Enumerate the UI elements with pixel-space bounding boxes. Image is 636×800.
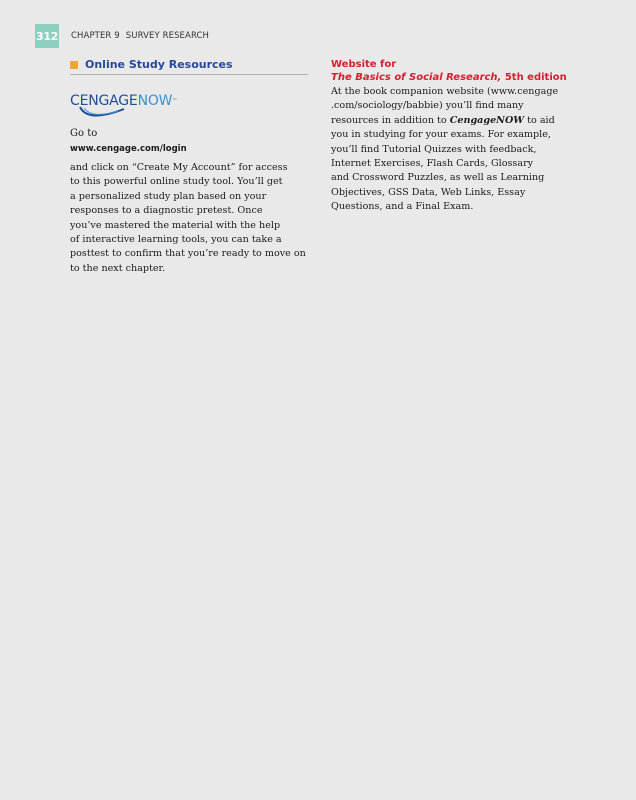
body-line: .com/sociology/babbie) you’ll find many — [331, 100, 524, 112]
heading-square-icon — [70, 61, 78, 69]
cengagenow-logo — [70, 86, 308, 124]
body-line: of interactive learning tools, you can take a — [70, 234, 282, 246]
body-line: Questions, and a Final Exam. — [331, 201, 474, 213]
website-section — [331, 58, 571, 215]
swoosh-icon — [78, 105, 126, 123]
body-line: a personalized study plan based on your — [70, 190, 267, 202]
website-heading-line2 — [331, 71, 571, 84]
section-heading-text: Online Study Resources — [85, 58, 233, 71]
body-line: and Crossword Puzzles, as well as Learning — [331, 172, 545, 184]
online-resources-section — [70, 58, 308, 276]
body-line: Internet Exercises, Flash Cards, Glossary — [331, 158, 534, 170]
body-line-pre: resources in addition to — [331, 114, 450, 126]
running-head — [71, 31, 209, 41]
body-line: you’ll find Tutorial Quizzes with feedback, — [331, 143, 537, 155]
body-line: you’ve mastered the material with the help — [70, 219, 281, 231]
website-heading — [331, 58, 571, 84]
body-line: to the next chapter. — [70, 262, 166, 274]
body-line: to this powerful online study tool. You’ll get — [70, 176, 283, 188]
page-number: 312 — [35, 24, 59, 48]
section-heading — [70, 58, 308, 75]
body-line: responses to a diagnostic pretest. Once — [70, 205, 263, 217]
website-heading-line1: Website for — [331, 59, 397, 70]
chapter-title: SURVEY RESEARCH — [125, 31, 210, 41]
body-line: you in studying for your exams. For example, — [331, 129, 551, 141]
body-line: Objectives, GSS Data, Web Links, Essay — [331, 186, 526, 198]
logo-part1: CENGAGE — [70, 93, 138, 109]
book-title: The Basics of Social Research, — [331, 72, 502, 83]
login-url-link[interactable]: www.cengage.com/login — [70, 144, 187, 154]
body-line: and click on “Create My Account” for access — [70, 162, 288, 173]
body-line-post: to aid — [524, 114, 555, 126]
right-body-text — [331, 85, 571, 215]
edition-label: 5th edition — [501, 72, 567, 83]
body-line — [331, 114, 571, 128]
left-body-text — [70, 161, 308, 276]
body-line: posttest to confirm that you’re ready to move on — [70, 248, 306, 260]
body-line: At the book companion website (www.cengage — [331, 86, 559, 97]
chapter-label: CHAPTER 9 — [71, 31, 120, 41]
goto-text: Go to — [70, 128, 98, 139]
logo-part2: NOW — [137, 93, 173, 109]
logo-tm: ™ — [172, 98, 178, 104]
cengagenow-emphasis: CengageNOW — [449, 114, 525, 126]
